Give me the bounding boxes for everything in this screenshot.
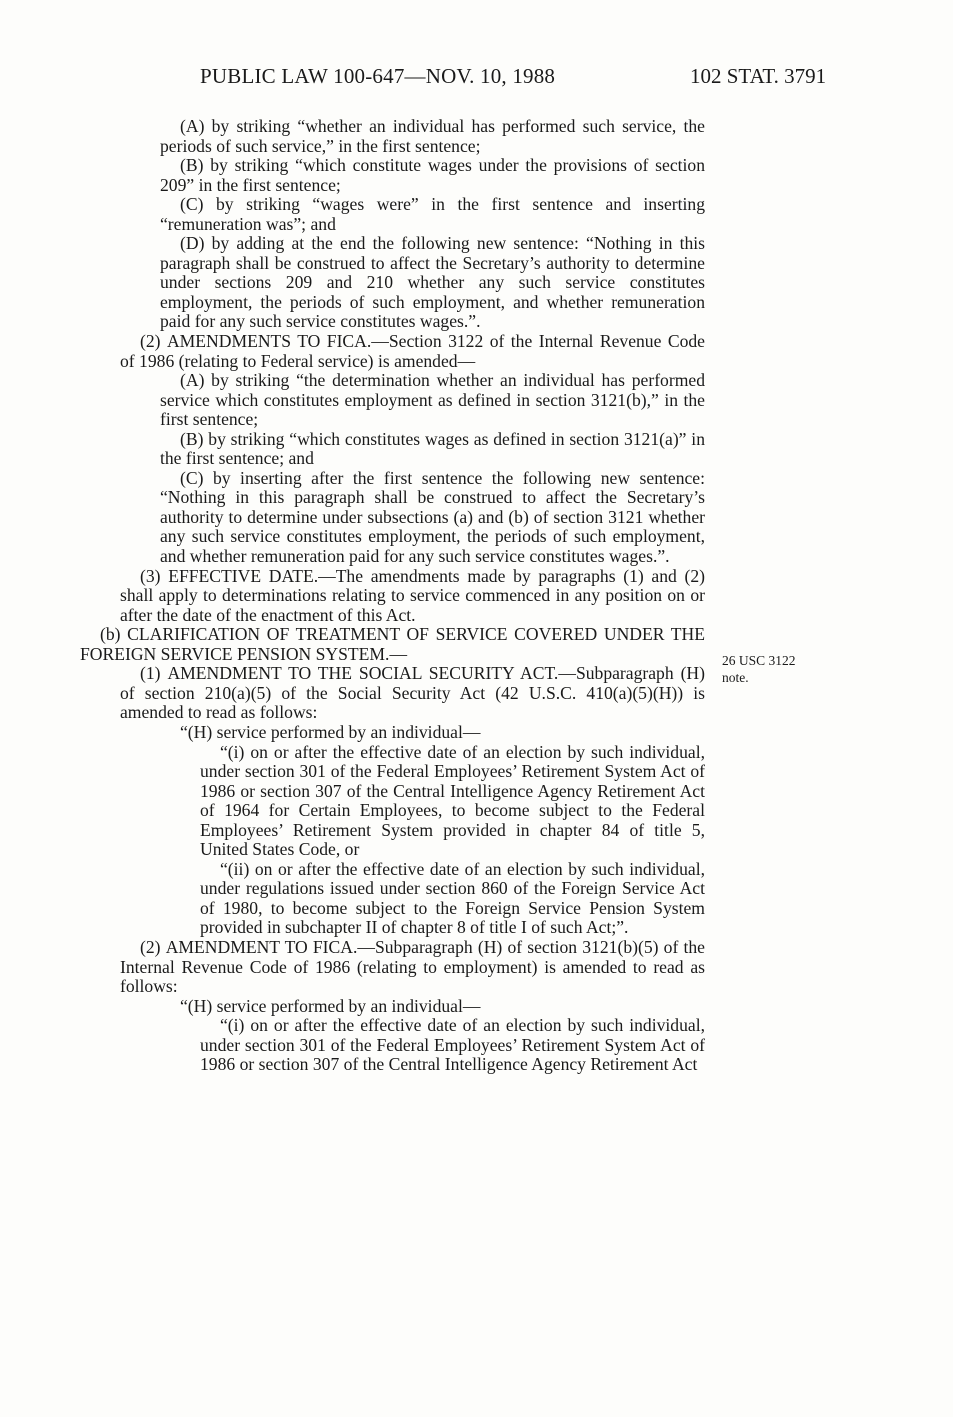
quoted-clause-ii bbox=[200, 860, 705, 938]
quoted-subparagraph-h bbox=[180, 723, 705, 743]
subparagraph-b bbox=[160, 156, 705, 195]
text: (2) bbox=[140, 331, 167, 352]
subparagraph-c-fica bbox=[160, 469, 705, 567]
text: (2) bbox=[140, 936, 166, 957]
section-heading: AMENDMENT TO THE SOCIAL SECURITY ACT. bbox=[167, 663, 559, 684]
running-header-title: PUBLIC LAW 100-647—NOV. 10, 1988 bbox=[200, 64, 556, 88]
subsection-b bbox=[80, 625, 705, 664]
text: (A) by striking “whether an individual has performed such service, the periods of such service,” in the first sentence; bbox=[160, 116, 705, 156]
text: (3) bbox=[140, 565, 169, 586]
text: “(H) service performed by an individual— bbox=[180, 995, 481, 1016]
text: —Section 3122 of the Internal Revenue Code of 1986 (relating to Federal service) is amended— bbox=[120, 331, 705, 371]
subparagraph-a-fica bbox=[160, 371, 705, 430]
text: “(i) on or after the effective date of an election by such individual, under section 301 of the Federal Employees’ Retirement System Act of 1986 or section 307 of the Central Intelligence Agency Retirement Act of 1964 for Certain Employees, to become subject to the Federal Employees’ Retirement System provided in chapter 84 of title 5, United States Code, or bbox=[200, 741, 705, 860]
text: (C) by striking “wages were” in the first sentence and inserting “remuneration was”; and bbox=[160, 194, 705, 234]
text: “(H) service performed by an individual— bbox=[180, 721, 481, 742]
text: (A) by striking “the determination whether an individual has performed service which constitutes employment as defined in section 3121(b),” in the first sentence; bbox=[160, 370, 705, 430]
page-citation: 102 STAT. 3791 bbox=[690, 64, 827, 88]
margin-note bbox=[722, 652, 832, 686]
subparagraph-d bbox=[160, 234, 705, 332]
subparagraph-a bbox=[160, 117, 705, 156]
section-heading: AMENDMENTS TO FICA. bbox=[166, 331, 372, 352]
paragraph-2-amendment-fica bbox=[120, 938, 705, 997]
margin-note-label: note. bbox=[722, 670, 749, 685]
quoted-clause-i-fica bbox=[200, 1016, 705, 1075]
section-heading: CLARIFICATION OF TREATMENT OF SERVICE COVERED UNDER THE FOREIGN SERVICE PENSION SYSTEM. bbox=[80, 624, 705, 664]
text: —Subparagraph (H) of section 3121(b)(5) of the Internal Revenue Code of 1986 (relating to employment) is amended to read as follows: bbox=[120, 936, 705, 997]
text: “(ii) on or after the effective date of an election by such individual, under regulations issued under section 860 of the Foreign Service Act of 1980, to become subject to the Foreign Service Pension System provided in subchapter II of chapter 8 of title I of such Act;”. bbox=[200, 858, 705, 938]
text: —Subparagraph (H) of section 210(a)(5) of the Social Security Act (42 U.S.C. 410(a)(5)(H)) is amended to read as follows: bbox=[120, 663, 705, 723]
text: (B) by striking “which constitute wages under the provisions of section 209” in the first sentence; bbox=[160, 155, 705, 195]
text: (D) by adding at the end the following new sentence: “Nothing in this paragraph shall be construed to affect the Secretary’s authority to determine under sections 209 and 210 whether any such service constitutes employment, the periods of such employment, and whether remuneration paid for any such service constitutes wages.”. bbox=[160, 233, 705, 332]
quoted-clause-i bbox=[200, 743, 705, 860]
text: (b) bbox=[100, 624, 128, 645]
paragraph-1-ssa bbox=[120, 664, 705, 723]
statute-text bbox=[80, 116, 706, 1075]
text: (1) bbox=[140, 663, 168, 684]
paragraph-3-effective-date bbox=[120, 567, 705, 626]
text: — bbox=[389, 643, 408, 664]
margin-note-citation: 26 USC 3122 bbox=[722, 653, 796, 668]
quoted-subparagraph-h-fica bbox=[180, 997, 705, 1017]
text: (C) by inserting after the first sentence the following new sentence: “Nothing in this paragraph shall be construed to affect the Secretary’s authority to determine under subsections (a) and (b) of section 3121 whether any such service constitutes employment, the periods of such employment, and whether remuneration paid for any such service constitutes wages.”. bbox=[160, 467, 705, 567]
text: “(i) on or after the effective date of an election by such individual, under section 301 of the Federal Employees’ Retirement System Act of 1986 or section 307 of the Central Intelligence Agency Retirement Act bbox=[200, 1015, 705, 1075]
subparagraph-b-fica bbox=[160, 430, 705, 469]
text: —The amendments made by paragraphs (1) and (2) shall apply to determinations relating to service commenced in any position on or after the date of the enactment of this Act. bbox=[120, 565, 706, 625]
subparagraph-c bbox=[160, 195, 705, 234]
section-heading: AMENDMENT TO FICA. bbox=[165, 936, 358, 957]
text: (B) by striking “which constitutes wages as defined in section 3121(a)” in the first sentence; and bbox=[160, 428, 705, 469]
section-heading: EFFECTIVE DATE. bbox=[168, 565, 319, 586]
paragraph-2-fica bbox=[120, 332, 705, 371]
